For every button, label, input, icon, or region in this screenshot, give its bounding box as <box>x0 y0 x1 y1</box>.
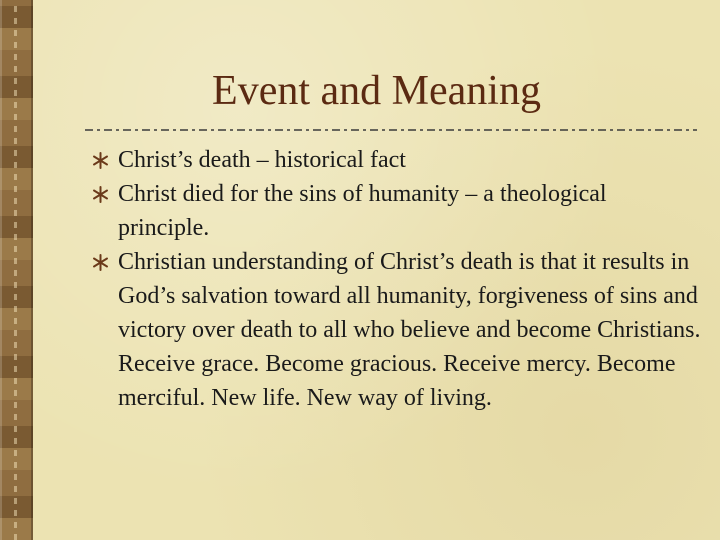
border-stitching <box>14 0 17 540</box>
bullet-item <box>92 177 702 245</box>
slide-title: Event and Meaning <box>212 68 541 114</box>
asterisk-bullet-icon <box>92 254 109 271</box>
title-divider <box>85 125 697 135</box>
bullet-item <box>92 245 702 415</box>
asterisk-bullet-icon <box>92 186 109 203</box>
bullet-text: Christ died for the sins of humanity – a theological principle. <box>118 181 607 241</box>
left-decorative-border <box>0 0 33 540</box>
bullet-text: Christ’s death – historical fact <box>118 147 406 173</box>
bullet-item <box>92 143 702 177</box>
bullet-text: Christian understanding of Christ’s death is that it results in God’s salvation toward all humanity, forgiveness of sins and victory over death to all who believe and become Christians. Receive grace. Become gracious. Receive mercy. Become merciful. New life. New way of living. <box>118 249 701 411</box>
asterisk-bullet-icon <box>92 152 109 169</box>
bullet-list <box>92 143 702 415</box>
